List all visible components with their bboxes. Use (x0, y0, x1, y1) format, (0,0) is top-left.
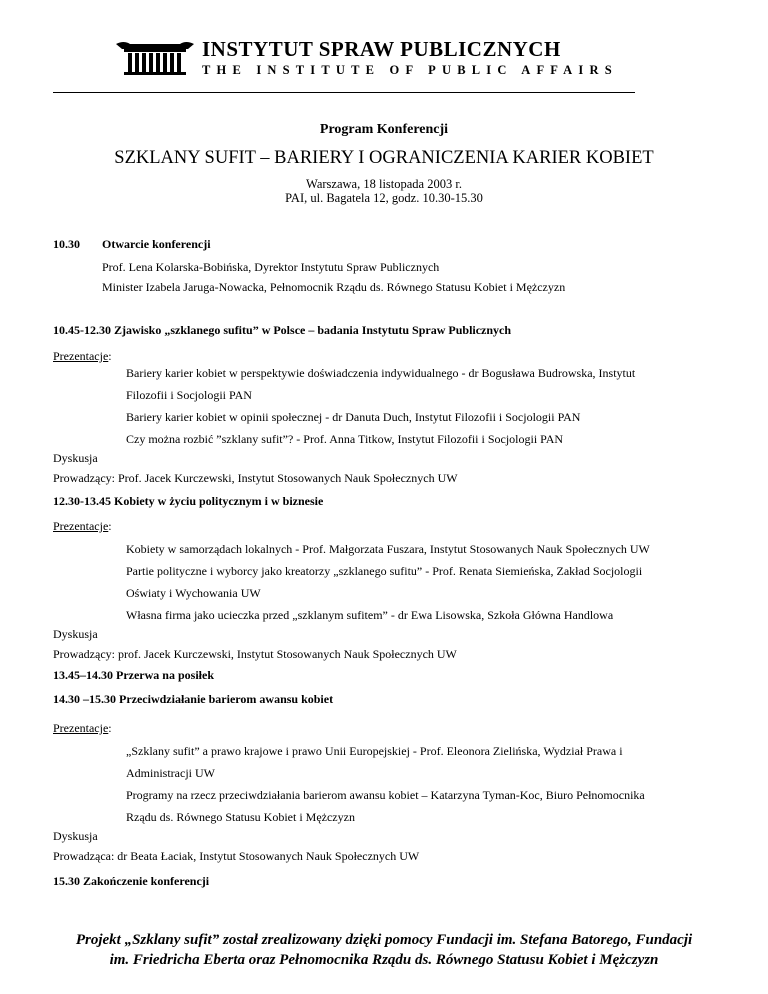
opening-speaker: Minister Izabela Jaruga-Nowacka, Pełnomocnik Rządu ds. Równego Statusu Kobiet i Mężczyzn (102, 280, 566, 294)
opening-speaker: Prof. Lena Kolarska-Bobińska, Dyrektor Instytutu Spraw Publicznych (102, 260, 440, 274)
presentation-line: Własna firma jako ucieczka przed „szklanym sufitem” - dr Ewa Lisowska, Szkoła Główna Handlowa (126, 608, 614, 622)
presentation-line: Administracji UW (126, 766, 215, 780)
presentation-line: Rządu ds. Równego Statusu Kobiet i Mężczyzn (126, 810, 355, 824)
institute-name-en: THE INSTITUTE OF PUBLIC AFFAIRS (202, 63, 618, 77)
session-heading: 10.45-12.30 Zjawisko „szklanego sufitu” w Polsce – badania Instytutu Spraw Publicznych (53, 323, 512, 337)
presentation-line: Bariery karier kobiet w opinii społecznej - dr Danuta Duch, Instytut Filozofii i Socjologii PAN (126, 410, 581, 424)
break-line: 13.45–14.30 Przerwa na posiłek (53, 668, 214, 682)
opening-time: 10.30 (53, 237, 80, 251)
moderator-line: Prowadzący: prof. Jacek Kurczewski, Instytut Stosowanych Nauk Społecznych UW (53, 647, 457, 661)
presentations-label: Prezentacje: (53, 519, 112, 533)
footer-line: im. Friedricha Eberta oraz Pełnomocnika Rządu ds. Równego Statusu Kobiet i Mężczyzn (109, 952, 659, 968)
discussion-label: Dyskusja (53, 451, 98, 465)
presentation-line: Partie polityczne i wyborcy jako kreatorzy „szklanego sufitu” - Prof. Renata Siemieńska, Zakład Socjologii (126, 564, 643, 578)
date-line: Warszawa, 18 listopada 2003 r. (306, 177, 462, 191)
opening-title: Otwarcie konferencji (102, 237, 211, 251)
presentation-line: Filozofii i Socjologii PAN (126, 388, 252, 402)
session-heading: 14.30 –15.30 Przeciwdziałanie barierom awansu kobiet (53, 692, 334, 706)
venue-line: PAI, ul. Bagatela 12, godz. 10.30-15.30 (285, 191, 483, 205)
session-heading: 12.30-13.45 Kobiety w życiu politycznym i w biznesie (53, 494, 324, 508)
presentations-label: Prezentacje: (53, 721, 112, 735)
presentations-label: Prezentacje: (53, 349, 112, 363)
program-label: Program Konferencji (319, 122, 449, 137)
closing-line: 15.30 Zakończenie konferencji (53, 874, 210, 888)
presentation-line: Kobiety w samorządach lokalnych - Prof. Małgorzata Fuszara, Instytut Stosowanych Nauk Społecznych UW (126, 542, 650, 556)
discussion-label: Dyskusja (53, 627, 98, 641)
column-logo-icon (116, 40, 194, 76)
presentation-line: Oświaty i Wychowania UW (126, 586, 261, 600)
presentation-line: „Szklany sufit” a prawo krajowe i prawo Unii Europejskiej - Prof. Eleonora Zielińska, Wydział Prawa i (126, 744, 623, 758)
presentation-line: Czy można rozbić ”szklany sufit”? - Prof. Anna Titkow, Instytut Filozofii i Socjologii PAN (126, 432, 564, 446)
presentation-line: Programy na rzecz przeciwdziałania barierom awansu kobiet – Katarzyna Tyman-Koc, Biuro Pełnomocnika (126, 788, 645, 802)
moderator-line: Prowadzący: Prof. Jacek Kurczewski, Instytut Stosowanych Nauk Społecznych UW (53, 471, 458, 485)
header-divider (53, 92, 635, 93)
footer-line: Projekt „Szklany sufit” został zrealizowany dzięki pomocy Fundacji im. Stefana Batorego, Fundacji (75, 932, 693, 948)
conference-title: SZKLANY SUFIT – BARIERY I OGRANICZENIA KARIER KOBIET (114, 148, 654, 168)
presentation-line: Bariery karier kobiet w perspektywie doświadczenia indywidualnego - dr Bogusława Budrowska, Instytut (126, 366, 636, 380)
institute-name-pl: INSTYTUT SPRAW PUBLICZNYCH (202, 37, 561, 61)
moderator-line: Prowadząca: dr Beata Łaciak, Instytut Stosowanych Nauk Społecznych UW (53, 849, 420, 863)
discussion-label: Dyskusja (53, 829, 98, 843)
